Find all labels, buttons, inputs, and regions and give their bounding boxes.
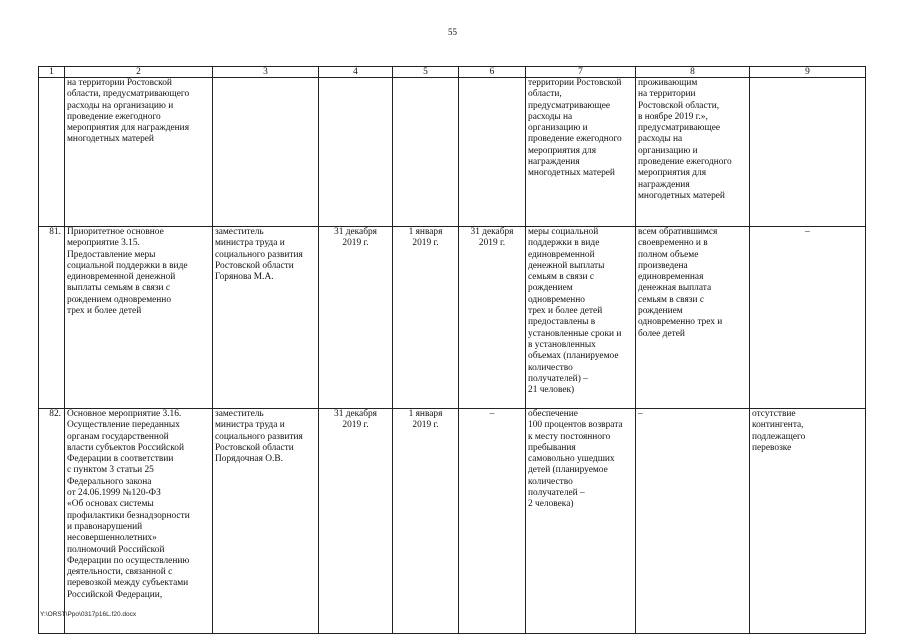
cell-text-line: Порядочная О.В. [215,454,283,465]
cell-text-line: заместитель [215,227,264,237]
cell-text-line: установленные сроки и [528,328,622,339]
cell-text-line: Осуществление переданных [67,420,180,431]
table-cell-c6 [459,78,526,227]
cell-text-line: 2019 г. [342,420,369,431]
cell-text-line: Федерации в соответствии [67,454,174,465]
cell-text-line: проведение ежегодного [528,134,622,145]
cell-text-line: рождением [528,283,573,294]
cell-text-line: отсутствие [752,409,796,419]
table-cell-c8 [636,409,750,634]
cell-text-line: многодетных матерей [638,190,725,201]
cell-text-line: единовременной [528,249,595,260]
cell-text-line: предоставлены в [528,317,596,328]
cell-text-line: трех и более детей [528,306,603,317]
cell-text-line: трех и более детей [67,306,142,317]
cell-text-line: Ростовской области [215,442,294,453]
cell-text-line: 31 декабря [334,409,377,419]
cell-text-line: проведение ежегодного [638,157,732,168]
cell-text-line: Приоритетное основное [67,227,164,237]
cell-text-line: расходы на [528,111,573,122]
cell-text-line: 2019 г. [342,238,369,249]
table-cell-c5 [393,227,459,409]
cell-text-line: награждения [528,157,580,168]
table-cell-c3 [213,78,319,227]
cell-text-line: 21 человек) [528,385,575,396]
cell-text-line: семьям в связи с [638,294,705,305]
table-cell-c4 [319,78,393,227]
cell-text-line: организацию и [638,145,698,156]
cell-text-line: 2019 г. [412,420,439,431]
table-cell-c1: 81. [39,227,65,409]
table-cell-c7 [526,227,636,409]
cell-text-line: 31 декабря [334,227,377,237]
cell-text-line: области, предусматривающего [67,89,190,100]
column-number-row [39,67,866,78]
cell-text-line: Предоставление меры [67,249,156,260]
table-cell-c2 [65,227,213,409]
cell-text-line: проживающим [638,78,698,88]
cell-text-line: профилактики безнадзорности [67,510,190,521]
cell-text-line: в ноябре 2019 г.», [638,111,708,122]
cell-text-line: поддержки в виде [528,238,600,249]
cell-text-line: с пунктом 3 статьи 25 [67,465,154,476]
cell-text-line: детей (планируемое [528,465,608,476]
cell-text-line: перевозкой между субъектами [67,578,189,589]
cell-text-line: – [805,227,810,237]
cell-text-line: многодетных матерей [67,134,154,145]
cell-text-line: несовершеннолетних» [67,533,157,544]
cell-text-line: деятельности, связанной с [67,567,173,578]
cell-text-line: всем обратившимся [638,227,718,237]
cell-text-line: произведена [638,260,688,271]
table-cell-c2 [65,78,213,227]
cell-text-line: Горянова М.А. [215,272,274,283]
cell-text-line: 31 декабря [470,227,514,237]
cell-text-line: предусматривающее [528,100,611,111]
table-cell-c3 [213,409,319,634]
cell-text-line: 2019 г. [478,238,506,249]
cell-text-line: 2019 г. [412,238,439,249]
cell-text-line: меры социальной [528,227,599,237]
table-cell-c5 [393,409,459,634]
cell-text-line: от 24.06.1999 №120-ФЗ [67,488,161,499]
cell-text-line: контингента, [752,420,804,431]
cell-text-line: самовольно ушедших [528,454,615,465]
cell-text-line: расходы на [638,134,683,145]
cell-text-line: социальной поддержки в виде [67,260,188,271]
cell-text-line: Ростовской области [215,260,294,271]
cell-text-line: объемах (планируемое [528,351,619,362]
column-number: 4 [319,67,393,78]
cell-text-line: награждения [638,179,690,190]
cell-text-line: одновременно [528,294,585,305]
cell-text-line: рождением одновременно [67,294,172,305]
cell-text-line: Российской Федерации, [67,589,163,600]
cell-text-line: 100 процентов возврата [528,420,623,431]
table-row [39,227,866,409]
table-cell-c4 [319,409,393,634]
cell-text-line: более детей [638,328,685,339]
column-number: 6 [459,67,526,78]
cell-text-line: – [489,409,495,419]
cell-text-line: Федерации по осуществлению [67,555,190,566]
table-cell-c1: 82. [39,409,65,634]
cell-text-line: области, [528,89,562,100]
cell-text-line: мероприятия для награждения [67,123,190,134]
cell-text-line: многодетных матерей [528,168,615,179]
column-number: 3 [213,67,319,78]
file-path-footer: Y:\ORST\Ppo\0317p16L.f20.docx [40,611,137,618]
cell-text-line: мероприятие 3.15. [67,238,140,249]
cell-text-line: социального развития [215,431,303,442]
cell-text-line: на территории Ростовской [67,78,172,88]
column-number: 9 [750,67,866,78]
cell-text-line: 1 января [408,227,443,237]
cell-text-line: 1 января [408,409,443,419]
table-cell-c3 [213,227,319,409]
table-cell-c6 [459,409,526,634]
table-cell-c9 [750,409,866,634]
cell-text-line: в установленных [528,339,596,350]
cell-text-line: министра труда и [215,238,285,249]
table-cell-c7 [526,409,636,634]
table-cell-c5 [393,78,459,227]
cell-text-line: на территории [638,89,696,100]
cell-text-line: денежная выплата [638,283,712,294]
cell-text-line: количество [528,362,573,373]
table-cell-c9 [750,78,866,227]
cell-text-line: семьям в связи с [528,272,595,283]
cell-text-line: полномочий Российской [67,544,165,555]
cell-text-line: и правонарушений [67,521,143,532]
cell-text-line: рождением [638,306,683,317]
table-cell-c4 [319,227,393,409]
cell-text-line: проведение ежегодного [67,111,161,122]
cell-text-line: мероприятия для [528,145,597,156]
page-number: 55 [448,27,457,37]
cell-text-line: к месту постоянного [528,431,611,442]
cell-text-line: перевозке [752,442,792,453]
cell-text-line: власти субъектов Российской [67,442,184,453]
cell-text-line: расходы на организацию и [67,100,174,111]
cell-text-line: денежной выплаты [528,260,605,271]
column-number: 5 [393,67,459,78]
column-number: 7 [526,67,636,78]
cell-text-line: Федерального закона [67,476,152,487]
table-cell-c9 [750,227,866,409]
table-row [39,78,866,227]
column-number: 2 [65,67,213,78]
cell-text-line: социального развития [215,249,303,260]
measures-table [38,66,866,634]
table-row [39,409,866,634]
cell-text-line: Основное мероприятие 3.16. [67,409,182,419]
cell-text-line: получателей – [528,488,585,499]
cell-text-line: количество [528,476,573,487]
cell-text-line: получателей) – [528,373,588,384]
cell-text-line: заместитель [215,409,264,419]
cell-text-line: территории Ростовской [528,78,622,88]
cell-text-line: 2 человека) [528,499,574,510]
cell-text-line: органам государственной [67,431,169,442]
column-number: 1 [39,67,65,78]
cell-text-line: единовременной денежной [67,272,176,283]
cell-text-line: «Об основах системы [67,499,154,510]
cell-text-line: предусматривающее [638,123,721,134]
table-cell-c7 [526,78,636,227]
cell-text-line: единовременная [638,272,704,283]
table-cell-c1 [39,78,65,227]
cell-text-line: обеспечение [528,409,578,419]
table-cell-c2 [65,409,213,634]
cell-text-line: – [638,409,643,419]
cell-text-line: подлежащего [752,431,806,442]
table-cell-c6 [459,227,526,409]
column-number: 8 [636,67,750,78]
cell-text-line: полном объеме [638,249,699,260]
cell-text-line: Ростовской области, [638,100,720,111]
cell-text-line: выплаты семьям в связи с [67,283,171,294]
cell-text-line: одновременно трех и [638,317,723,328]
cell-text-line: министра труда и [215,420,285,431]
cell-text-line: мероприятия для [638,168,707,179]
table-cell-c8 [636,78,750,227]
cell-text-line: организацию и [528,123,588,134]
cell-text-line: пребывания [528,442,576,453]
table-cell-c8 [636,227,750,409]
cell-text-line: своевременно и в [638,238,708,249]
